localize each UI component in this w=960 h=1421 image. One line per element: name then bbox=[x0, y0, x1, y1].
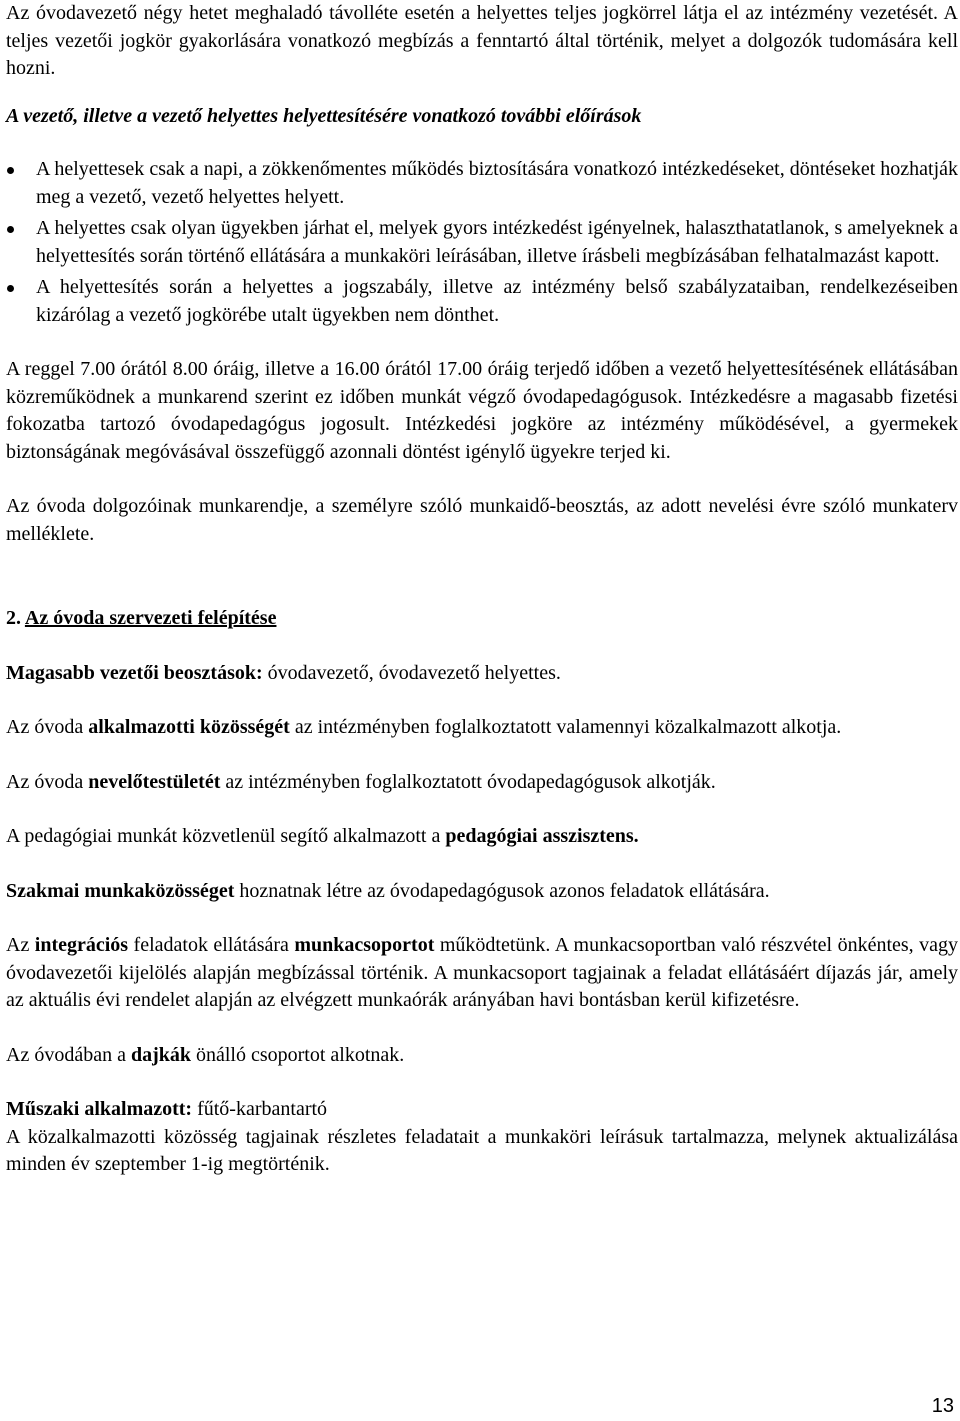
list-item-text: A helyettesek csak a napi, a zökkenőmentes működés biztosítására vonatkozó intézkedéseket, döntéseket hozhatják meg a vezető, vezető helyettes helyett. bbox=[36, 158, 958, 208]
list-item-text: A helyettes csak olyan ügyekben járhat el, melyek gyors intézkedést igényelnek, halaszthatatlanok, s amelyeknek a helyettesítés során történő ellátására a munkaköri leírásában, illetve írásbeli megbízásában felhatalmazást kapott. bbox=[36, 217, 958, 267]
closing-paragraph: A közalkalmazotti közösség tagjainak részletes feladatait a munkaköri leírásuk tartalmazza, melynek aktualizálása minden év szeptember 1-ig megtörténik. bbox=[6, 1125, 958, 1175]
integration-post: működtetünk. A munkacsoportban való részvétel önkéntes, vagy óvodavezetői kijelölés alapján megbízással történik. A munkacsoport tagjainak a feladat ellátásáért díjazás jár, amely az aktuális évi rendelet alapján az elvégzett munkaórák arányában havi bontásban kerül kifizetésre. bbox=[6, 934, 958, 1011]
morning-evening-paragraph: A reggel 7.00 órától 8.00 óráig, illetve a 16.00 órától 17.00 óráig terjedő időben a vezető helyettesítésének ellátásában közreműködnek a munkarend szerint ez időben munkát végző óvodapedagógusok. Intézkedésre a magasabb fizetési fokozatba tartozó óvodapedagógus jogosult. Intézkedési jogköre az intézmény működésével, a gyermekek biztonságának megóvásával összefüggő azonnali döntést igénylő ügyekre terjed ki. bbox=[6, 358, 958, 463]
integration-term: integrációs bbox=[34, 934, 129, 956]
section-number: 2. bbox=[6, 607, 21, 629]
community-pre: Az óvoda bbox=[6, 716, 89, 738]
staff-paragraph bbox=[6, 769, 958, 797]
leaders-paragraph bbox=[6, 660, 958, 688]
list-item bbox=[6, 215, 958, 270]
workgroup-team-term: munkacsoportot bbox=[294, 934, 435, 956]
staff-term: nevelőtestületét bbox=[88, 770, 221, 793]
community-term: alkalmazotti közösségét bbox=[88, 716, 290, 738]
staff-pre: Az óvoda bbox=[6, 770, 89, 793]
section-heading bbox=[6, 605, 958, 633]
page-number: 13 bbox=[931, 1395, 954, 1417]
bullet-icon bbox=[7, 285, 14, 292]
community-post: az intézményben foglalkoztatott valamennyi közalkalmazott alkotja. bbox=[289, 716, 842, 738]
integration-pre: Az bbox=[6, 934, 35, 956]
nannies-term: dajkák bbox=[130, 1043, 191, 1066]
section-title: Az óvoda szervezeti felépítése bbox=[24, 607, 277, 629]
nannies-pre: Az óvodában a bbox=[6, 1043, 131, 1066]
leaders-label: Magasabb vezetői beosztások: bbox=[6, 661, 263, 684]
bullet-icon bbox=[7, 226, 14, 233]
list-item bbox=[6, 274, 958, 329]
technical-paragraph bbox=[6, 1096, 958, 1124]
workgroup-paragraph bbox=[6, 878, 958, 906]
community-paragraph bbox=[6, 714, 958, 742]
list-item bbox=[6, 156, 958, 211]
rules-list bbox=[6, 156, 958, 329]
assistant-term: pedagógiai asszisztens. bbox=[445, 825, 639, 847]
technical-label: Műszaki alkalmazott: bbox=[6, 1098, 193, 1120]
technical-text: fűtő-karbantartó bbox=[192, 1098, 328, 1120]
intro-paragraph: Az óvodavezető négy hetet meghaladó távolléte esetén a helyettes teljes jogkörrel látja el az intézmény vezetését. A teljes vezetői jogkör gyakorlására vonatkozó megbízás a fenntartó által történik, melyet a dolgozók tudomására kell hozni. bbox=[6, 2, 958, 79]
assistant-paragraph bbox=[6, 823, 958, 851]
workgroup-post: hoznatnak létre az óvodapedagógusok azonos feladatok ellátására. bbox=[234, 879, 770, 902]
staff-post: az intézményben foglalkoztatott óvodapedagógusok alkotják. bbox=[220, 770, 716, 793]
list-item-text: A helyettesítés során a helyettes a jogszabály, illetve az intézmény belső szabályzataiban, rendelkezéseiben kizárólag a vezető jogkörébe utalt ügyekben nem dönthet. bbox=[36, 276, 958, 326]
integration-paragraph bbox=[6, 932, 958, 1015]
assistant-pre: A pedagógiai munkát közvetlenül segítő alkalmazott a bbox=[6, 825, 446, 847]
nannies-post: önálló csoportot alkotnak. bbox=[190, 1043, 405, 1066]
workgroup-term: Szakmai munkaközösséget bbox=[6, 879, 235, 902]
substitution-heading: A vezető, illetve a vezető helyettes helyettesítésére vonatkozó további előírások bbox=[6, 104, 642, 127]
leaders-text: óvodavezető, óvodavezető helyettes. bbox=[262, 661, 561, 684]
document-page bbox=[6, 0, 958, 1179]
bullet-icon bbox=[7, 167, 14, 174]
work-schedule-paragraph: Az óvoda dolgozóinak munkarendje, a személyre szóló munkaidő-beosztás, az adott nevelési évre szóló munkaterv melléklete. bbox=[6, 495, 958, 545]
nannies-paragraph bbox=[6, 1042, 958, 1070]
integration-mid: feladatok ellátására bbox=[128, 934, 295, 956]
